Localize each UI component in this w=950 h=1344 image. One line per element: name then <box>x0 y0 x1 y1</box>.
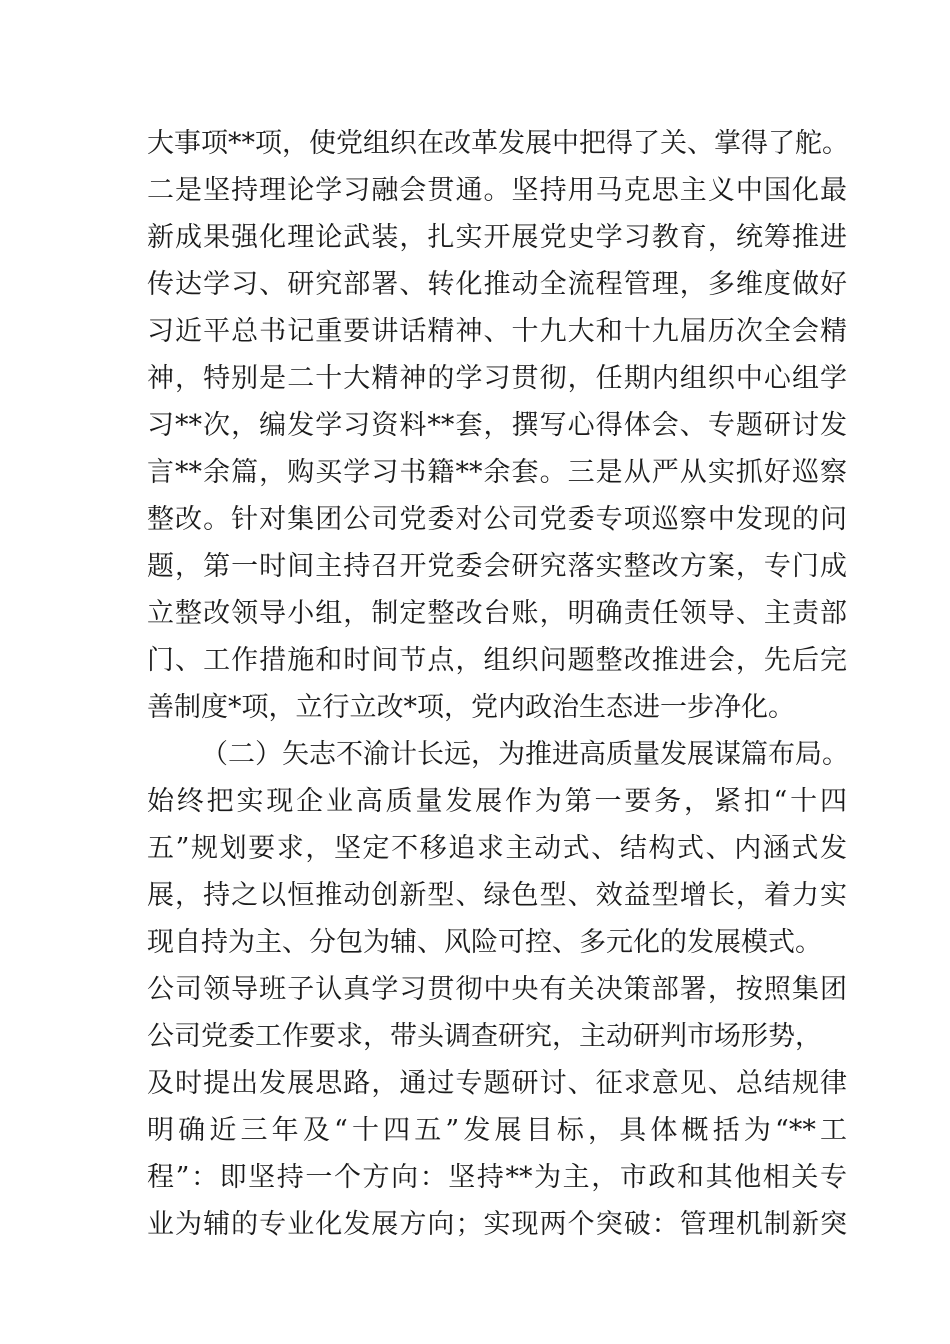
body-text <box>147 120 847 1248</box>
text-line: 及时提出发展思路，通过专题研讨、征求意见、总结规律 <box>147 1068 847 1099</box>
text-line: 新成果强化理论武装，扎实开展党史学习教育，统筹推进 <box>147 222 847 253</box>
text-line: 神，特别是二十大精神的学习贯彻，任期内组织中心组学 <box>147 363 847 394</box>
text-line: 习近平总书记重要讲话精神、十九大和十九届历次全会精 <box>147 316 847 347</box>
text-line: 二是坚持理论学习融会贯通。坚持用马克思主义中国化最 <box>147 175 847 206</box>
text-line: 五”规划要求，坚定不移追求主动式、结构式、内涵式发 <box>147 833 847 864</box>
text-line: 现自持为主、分包为辅、风险可控、多元化的发展模式。 <box>147 927 822 958</box>
text-line: 习**次，编发学习资料**套，撰写心得体会、专题研讨发 <box>147 410 847 441</box>
text-line: 立整改领导小组，制定整改台账，明确责任领导、主责部 <box>147 598 847 629</box>
paragraph-end-line: 善制度*项，立行立改*项，党内政治生态进一步净化。 <box>147 692 795 723</box>
text-line: 言**余篇，购买学习书籍**余套。三是从严从实抓好巡察 <box>147 457 847 488</box>
text-line: 明确近三年及“十四五”发展目标，具体概括为“**工 <box>147 1115 847 1146</box>
text-line: 门、工作措施和时间节点，组织问题整改推进会，先后完 <box>147 645 847 676</box>
text-line: 公司党委工作要求，带头调查研究，主动研判市场形势， <box>147 1021 822 1052</box>
text-line: 题，第一时间主持召开党委会研究落实整改方案，专门成 <box>147 551 847 582</box>
text-line: 业为辅的专业化发展方向；实现两个突破：管理机制新突 <box>147 1209 847 1240</box>
text-line: 程”：即坚持一个方向：坚持**为主，市政和其他相关专 <box>147 1162 847 1193</box>
text-line: 大事项**项，使党组织在改革发展中把得了关、掌得了舵。 <box>147 128 849 159</box>
text-line: 展，持之以恒推动创新型、绿色型、效益型增长，着力实 <box>147 880 847 911</box>
text-line: 传达学习、研究部署、转化推动全流程管理，多维度做好 <box>147 269 847 300</box>
text-line: 公司领导班子认真学习贯彻中央有关决策部署，按照集团 <box>147 974 847 1005</box>
section-heading: （二）矢志不渝计长远，为推进高质量发展谋篇布局。 <box>201 739 849 770</box>
text-line: 整改。针对集团公司党委对公司党委专项巡察中发现的问 <box>147 504 847 535</box>
text-line: 始终把实现企业高质量发展作为第一要务，紧扣“十四 <box>147 786 847 817</box>
